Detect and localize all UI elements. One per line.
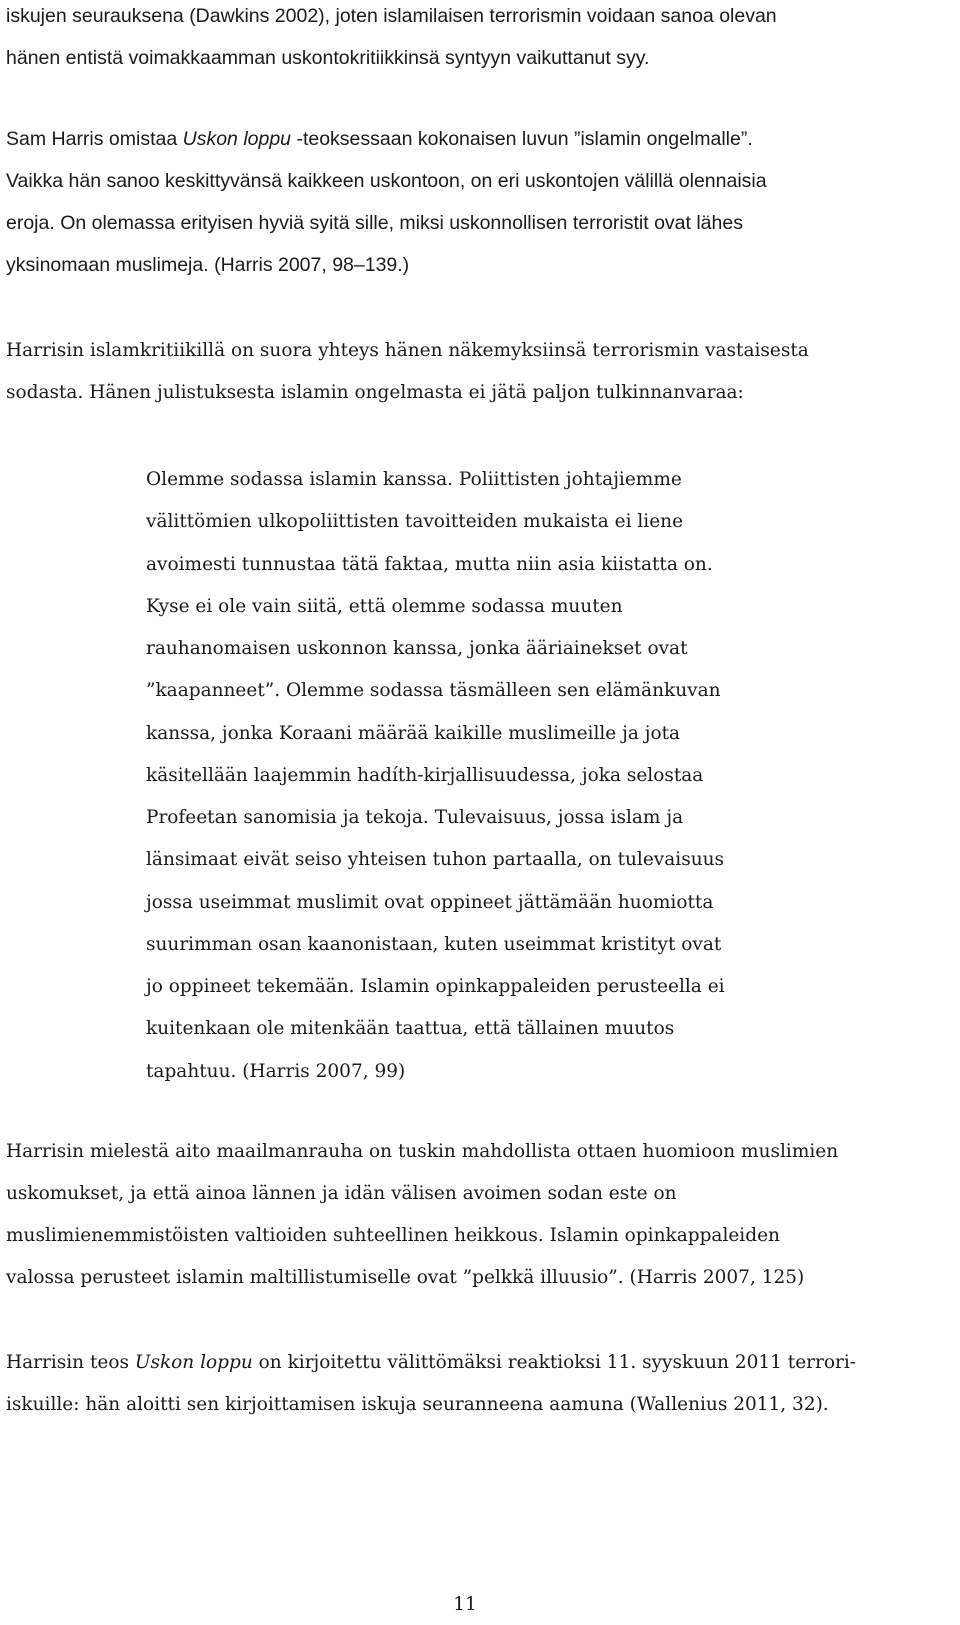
quote-line: Profeetan sanomisia ja tekoja. Tulevaisuus, jossa islam ja — [146, 807, 684, 828]
quote-line: välittömien ulkopoliittisten tavoitteiden mukaista ei liene — [146, 511, 684, 533]
text-line: iskuille: hän aloitti sen kirjoittamisen iskuja seuranneena aamuna (Wallenius 2011, 32). — [6, 1394, 829, 1415]
text-line: sodasta. Hänen julistuksesta islamin ongelmasta ei jätä paljon tulkinnanvaraa: — [6, 382, 744, 403]
text-line: Harrisin mielestä aito maailmanrauha on tuskin mahdollista ottaen huomioon muslimien — [6, 1141, 839, 1162]
text-line: eroja. On olemassa erityisen hyviä syitä sille, miksi uskonnollisen terroristit ovat lähes — [6, 212, 743, 234]
quote-line: käsitellään laajemmin hadíth-kirjallisuudessa, joka selostaa — [146, 764, 704, 786]
quote-line: avoimesti tunnustaa tätä faktaa, mutta niin asia kiistatta on. — [146, 553, 713, 575]
paragraph-3 — [6, 330, 936, 414]
text-segment: on kirjoitettu välittömäksi reaktioksi 11. syyskuun 2011 terrori- — [252, 1352, 857, 1373]
paragraph-4 — [6, 1131, 936, 1299]
text-line: valossa perusteet islamin maltillistumiselle ovat ”pelkkä illuusio”. (Harris 2007, 125) — [6, 1267, 805, 1288]
text-line — [6, 118, 936, 160]
paragraph-1 — [6, 0, 936, 79]
text-line — [6, 1342, 936, 1384]
quote-line: kuitenkaan ole mitenkään taattua, että tällainen muutos — [146, 1018, 675, 1040]
quote-line: tapahtuu. (Harris 2007, 99) — [146, 1060, 406, 1082]
text-line: Harrisin islamkritiikillä on suora yhteys hänen näkemyksiinsä terrorismin vastaisesta — [6, 340, 809, 361]
book-title: Uskon loppu — [134, 1352, 253, 1373]
quote-line: jo oppineet tekemään. Islamin opinkappaleiden perusteella ei — [146, 976, 725, 997]
text-segment: Sam Harris omistaa — [6, 128, 183, 150]
text-line: uskomukset, ja että ainoa lännen ja idän välisen avoimen sodan este on — [6, 1183, 677, 1204]
text-line: hänen entistä voimakkaamman uskontokritiikkinsä syntyyn vaikuttanut syy. — [6, 47, 650, 69]
quote-line: ”kaapanneet”. Olemme sodassa täsmälleen sen elämänkuvan — [146, 680, 721, 702]
quote-line: jossa useimmat muslimit ovat oppineet jättämään huomiotta — [146, 891, 714, 913]
paragraph-5 — [6, 1342, 936, 1426]
book-title: Uskon loppu — [182, 128, 292, 150]
quote-line: Olemme sodassa islamin kanssa. Poliittisten johtajiemme — [146, 469, 682, 490]
text-line: iskujen seurauksena (Dawkins 2002), joten islamilaisen terrorismin voidaan sanoa olevan — [6, 5, 777, 27]
quote-line: länsimaat eivät seiso yhteisen tuhon partaalla, on tulevaisuus — [146, 849, 725, 871]
block-quote — [146, 459, 786, 1093]
text-segment: Harrisin teos — [6, 1352, 135, 1373]
text-line: muslimienemmistöisten valtioiden suhteellinen heikkous. Islamin opinkappaleiden — [6, 1225, 780, 1246]
paragraph-2 — [6, 118, 936, 286]
page-number: 11 — [453, 1594, 477, 1615]
quote-line: kanssa, jonka Koraani määrää kaikille muslimeille ja jota — [146, 722, 681, 744]
quote-line: rauhanomaisen uskonnon kanssa, jonka ääriainekset ovat — [146, 638, 688, 659]
text-line: Vaikka hän sanoo keskittyvänsä kaikkeen uskontoon, on eri uskontojen välillä olennaisia — [6, 170, 767, 192]
quote-line: Kyse ei ole vain siitä, että olemme sodassa muuten — [146, 595, 623, 617]
quote-line: suurimman osan kaanonistaan, kuten useimmat kristityt ovat — [146, 933, 722, 955]
text-segment: -teoksessaan kokonaisen luvun ”islamin ongelmalle”. — [291, 128, 753, 150]
text-line: yksinomaan muslimeja. (Harris 2007, 98–139.) — [6, 254, 410, 276]
